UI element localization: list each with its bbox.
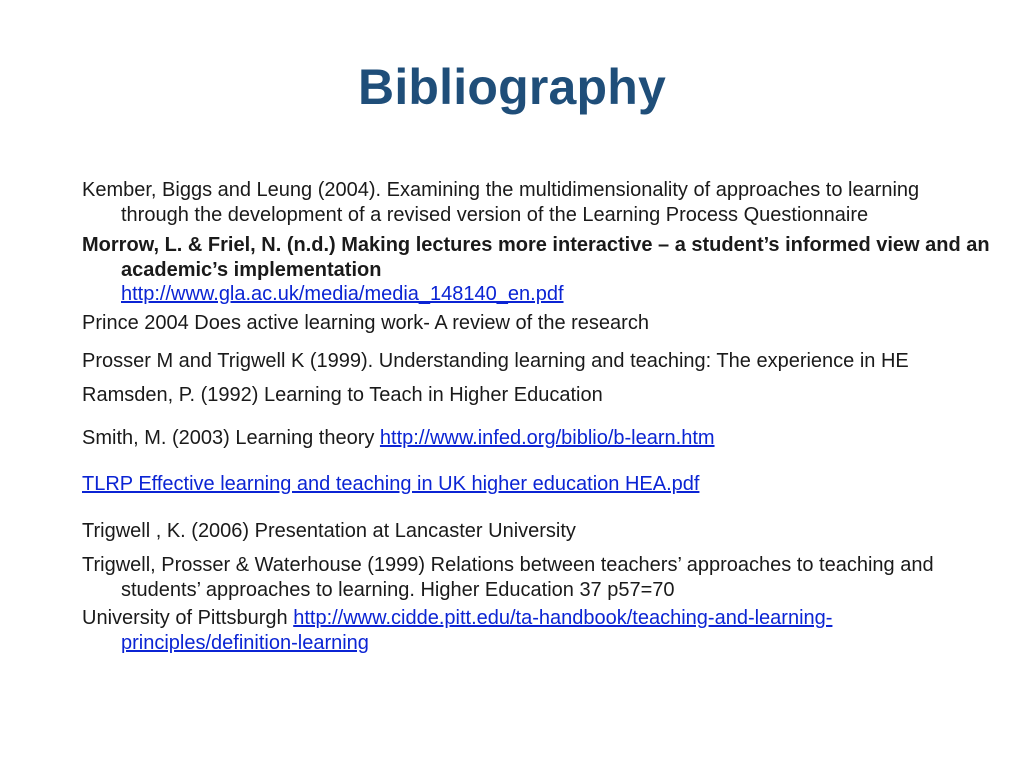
tlrp-link[interactable]: TLRP Effective learning and teaching in UK higher education HEA.pdf — [82, 473, 700, 495]
reference-morrow — [82, 233, 992, 307]
smith-link[interactable]: http://www.infed.org/biblio/b-learn.htm — [379, 426, 715, 449]
reference-trigwell: Trigwell , K. (2006) Presentation at Lancaster University — [82, 519, 576, 542]
reference-tlrp — [82, 472, 992, 497]
reference-prince: Prince 2004 Does active learning work- A review of the research — [82, 311, 649, 334]
reference-ramsden: Ramsden, P. (1992) Learning to Teach in Higher Education — [82, 384, 603, 406]
reference-pittsburgh — [82, 606, 992, 655]
reference-pittsburgh-text: University of Pittsburgh — [82, 607, 294, 629]
reference-morrow-text: Morrow, L. & Friel, N. (n.d.) Making lectures more interactive – a student’s informed view and an academic’s implementation — [82, 234, 990, 281]
reference-prosser: Prosser M and Trigwell K (1999). Understanding learning and teaching: The experience in HE — [82, 350, 909, 372]
reference-trigwell-prosser: Trigwell, Prosser & Waterhouse (1999) Relations between teachers’ approaches to teaching and students’ approaches to learning. Higher Education 37 p57=70 — [82, 554, 934, 601]
reference-kember: Kember, Biggs and Leung (2004). Examining the multidimensionality of approaches to learning through the development of a revised version of the Learning Process Questionnaire — [82, 179, 920, 226]
pittsburgh-link[interactable]: http://www.cidde.pitt.edu/ta-handbook/teaching-and-learning-principles/definition-learning — [121, 607, 833, 654]
reference-smith — [82, 426, 992, 451]
reference-list — [82, 178, 992, 655]
reference-smith-text: Smith, M. (2003) Learning theory — [82, 426, 380, 449]
morrow-link[interactable]: http://www.gla.ac.uk/media/media_148140_en.pdf — [121, 283, 564, 305]
page-title: Bibliography — [358, 59, 666, 115]
